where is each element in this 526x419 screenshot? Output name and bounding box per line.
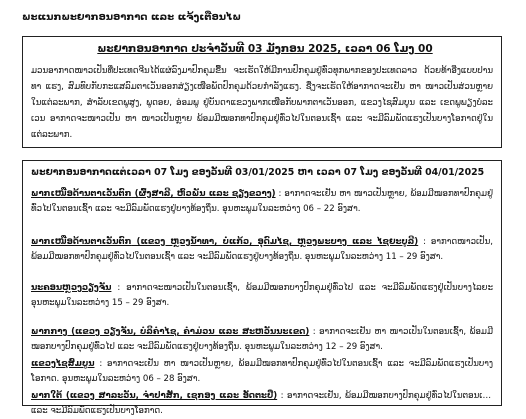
region-text: : ອາກາດຈະເຢັນ ຫາ ໜາວເປັນຫຼາຍ, ພ້ອມມີໝອກທາປົກຄຸມຢູ່ທົ່ວໄປໃນຕອນເຊົ້າ ແລະ ຈະມີລົມພັດແຮງເປັນບາງໂອກາດ. ອຸນຫະພູມໃນລະຫວ່າງ 06 – 28 ອົງສາ.: [31, 359, 494, 384]
summary-body: ມວນອາກາດໜາວເປັນທີ່ປະເທດຈີນໄດ້ແຜ່ລົງມາປົກຄຸມຂື້ນ ຈະເຮັດໃຫ້ມີການປົກຄຸມຢູ່ທົ່ວທຸກພາກຂອງປະເທດລາວ ດ້ວຍທ້າອີ່ງແບບປານ ທາ ແຮງ, ສົມທົບກັບກະແສລົມຕາເວັນອອກສ່ຽງເໜືອພັດປົກຄຸມດ້ວຍກຳລັງແຮງ. ຊື່ງຈະເຮັດໃຫ້ອາກາດຈະເຢັນ ຫາ ໜາວເປັນສ່ວນຫຼາຍໃນແຕ່ລະພາກ, ສຳລັບເຂດພູສູງ, ພູດອຍ, ອ່ອມພູ ຢູ່ບັນດາແຂວງພາກເໜືອກັບພາກຕາເວັນອອກ, ແຂວງໄຊສົມບູນ ແລະ ເຂດພູພຽງບໍລະເວນ ອາກາດຈະໜາວເປັນ ຫາ ໜາວເປັນຫຼາຍ ພ້ອມມີໝອກທາປົກຄຸມຢູ່ທົ່ວໄປໃນຕອນເຊົ້າ ແລະ ຈະມີລົມພັດແຮງເປັນບາງໂອກາດຢູ່ໃນແຕ່ລະພາກ.: [31, 66, 493, 140]
forecast-title: ພະຍາກອນອາກາດແຕ່ເວລາ 07 ໂມງ ຂອງວັນທີ 03/01/2025 ຫາ ເວລາ 07 ໂມງ ຂອງວັນທີ 04/01/2025: [31, 167, 485, 178]
region-provinces: (ແຂວງ ຫຼວງນ້ຳທາ, ບໍ່ແກ້ວ, ອຸດົມໄຊ, ຫຼວງພະບາງ ແລະ ໄຊຍະບູລີ): [131, 237, 419, 247]
region-northeast: [31, 187, 493, 217]
region-text: : ອາກາດຈະເຢັນ ຫາ ໜາວເປັນໃນຕອນເຊົ້າ, ພ້ອມມີໝອກບາງປົກຄຸມຢູ່ທົ່ວໄປ ແລະ ຈະມີລົມພັດແຮງຢູ່ບາງທ້ອງຖິ່ນ. ອຸນຫະພູມໃນລະຫວ່າງ 12 – 29 ອົງສາ.: [31, 327, 493, 352]
region-text: : ອາກາດຈະເຢັນ ຫາ ໜາວເປັນຫຼາຍ, ພ້ອມມີໝອກທາປົກຄຸມຢູ່ທົ່ວໄປໃນຕອນເຊົ້າ ແລະ ຈະມີລົມພັດແຮງຢູ່ບາງທ້ອງຖິ່ນ. ອຸນຫະພູມໃນລະຫວ່າງ 06 – 22 ອົງສາ.: [31, 189, 493, 214]
region-northwest: [31, 235, 493, 265]
region-name: ພາກເໜືອດ້ານຕາເວັນຕົກ: [31, 189, 132, 199]
region-text: : ອາກາດໜາວເປັນ, ພ້ອມມີໝອກທາປົກຄຸມຢູ່ທົ່ວໄປໃນຕອນເຊົ້າ ແລະ ຈະມີລົມພັດແຮງຢູ່ບາງທ້ອງຖິ່ນ. ອຸນຫະພູມໃນລະຫວ່າງ 11 – 29 ອົງສາ.: [31, 237, 493, 262]
forecast-box: [22, 160, 502, 416]
region-name: ພາກເໜືອດ້ານຕາເວັນຕົກ: [31, 237, 132, 247]
region-provinces: (ແຂວງ ວຽງຈັນ, ບໍລິຄຳໄຊ, ຄຳມ່ວນ ແລະ ສະຫວັນນະເຂດ): [67, 327, 310, 337]
region-provinces: (ຜົ້ງສາລີ, ຫົວພັນ ແລະ ຊຽງຂວາງ): [131, 189, 276, 199]
daily-summary-box: [22, 36, 502, 148]
region-central: [31, 325, 493, 355]
region-xaisomboun: [31, 357, 493, 387]
region-name: ພາກກາງ: [31, 327, 68, 337]
region-provinces: (ແຂວງ ສາລະວັນ, ຈຳປາສັກ, ເຊກອງ ແລະ ອັດຕະປື): [62, 391, 278, 401]
region-name: ພາກໃຕ້: [31, 391, 63, 401]
summary-title: ພະຍາກອນອາກາດ ປະຈຳວັນທີ 03 ມັງກອນ 2025, ເວລາ 06 ໂມງ 00: [97, 43, 433, 55]
region-south: [31, 389, 493, 416]
region-name: ແຂວງໄຊສົມບູນ: [31, 359, 95, 369]
department-header: ພະແນກພະຍາກອນອາກາດ ແລະ ແຈ້ງເຕືອນໄພ: [22, 12, 242, 23]
region-vientiane-capital: [31, 281, 493, 311]
region-text: : ອາກາດຈະໜາວເປັນໃນຕອນເຊົ້າ, ພ້ອມມີໝອກບາງປົກຄຸມຢູ່ທົ່ວໄປ ແລະ ຈະມີລົມພັດແຮງຢູ່ເປັນບາງໄລຍະ ອຸນຫະພູມໃນລະຫວ່າງ 15 – 29 ອົງສາ.: [31, 283, 494, 308]
region-text: : ອາກາດຈະເຢັນ, ພ້ອມມີໝອກບາງປົກຄຸມຢູ່ທົ່ວໄປໃນຕອນເຊົ້າ ແລະ ຈະມີລົມພັດແຮງເປັນບາງໂອກາດ.: [31, 391, 493, 416]
region-name: ນະຄອນຫຼວງວຽງຈັນ: [31, 283, 112, 293]
